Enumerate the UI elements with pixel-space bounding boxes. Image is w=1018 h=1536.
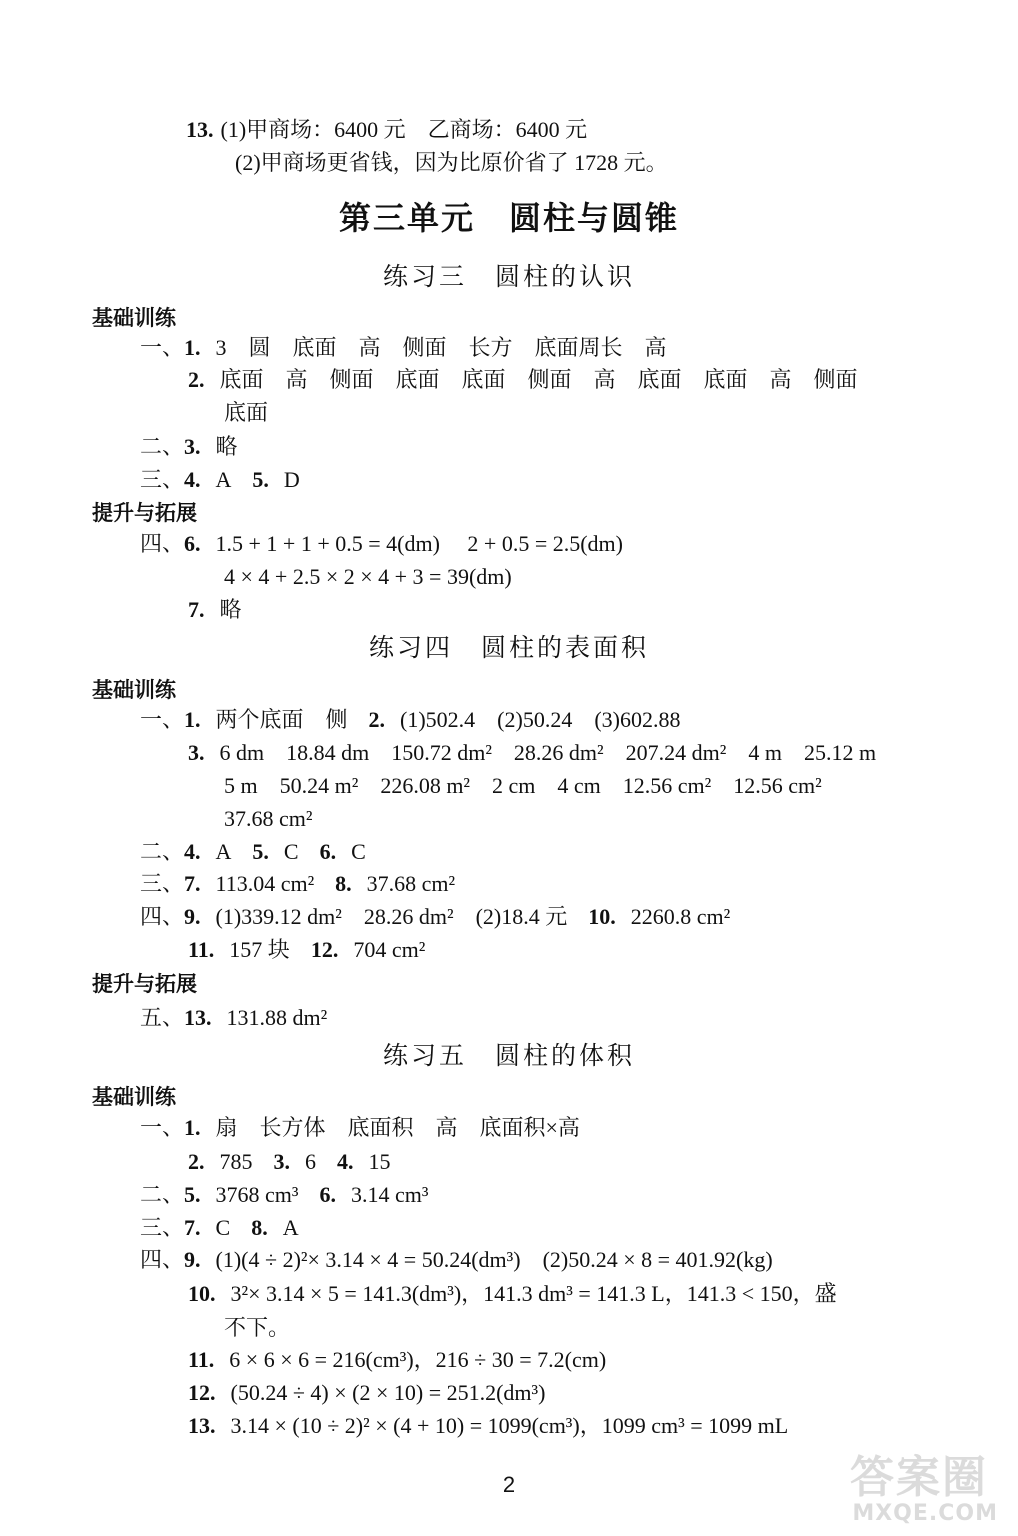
question-number: 7. bbox=[184, 1215, 201, 1240]
answer-text: 37.68 cm² bbox=[224, 806, 313, 831]
watermark-url: MXQE.COM bbox=[852, 1501, 998, 1526]
question-number: 13. bbox=[184, 1005, 212, 1030]
part-label: 一、 bbox=[140, 1115, 185, 1140]
ex5-row-2 bbox=[188, 1147, 391, 1178]
ex5-row-4 bbox=[140, 1213, 299, 1244]
answer-text: (1)(4 ÷ 2)²× 3.14 × 4 = 50.24(dm³) (2)50.24 × 8 = 401.92(kg) bbox=[215, 1247, 773, 1272]
exercise-5-title: 练习五 圆柱的体积 bbox=[382, 1041, 635, 1070]
ex5-row-8 bbox=[188, 1345, 606, 1376]
section-extension: 提升与拓展 bbox=[92, 972, 197, 996]
question-number: 5. bbox=[252, 839, 269, 864]
answer-text: 3 圆 底面 高 侧面 长方 底面周长 高 bbox=[215, 335, 667, 360]
ex3-row-4 bbox=[140, 432, 238, 463]
answer-text: 6 bbox=[305, 1149, 316, 1174]
ex4-row-6 bbox=[140, 869, 455, 900]
section-basic-training: 基础训练 bbox=[92, 1085, 176, 1109]
ex5-row-10 bbox=[188, 1411, 788, 1442]
ex3-row-5 bbox=[140, 465, 300, 496]
answer-text: 1.5 + 1 + 1 + 0.5 = 4(dm) 2 + 0.5 = 2.5(dm) bbox=[215, 531, 623, 556]
answer-text: 4 × 4 + 2.5 × 2 × 4 + 3 = 39(dm) bbox=[224, 564, 512, 589]
question-number: 7. bbox=[188, 597, 205, 622]
answer-text: 704 cm² bbox=[353, 937, 426, 962]
question-number: 12. bbox=[188, 1380, 216, 1405]
ex4-row-2 bbox=[188, 738, 876, 769]
answer-text: (1)甲商场：6400 元 乙商场：6400 元 bbox=[220, 117, 588, 142]
ex3-row-7 bbox=[224, 562, 512, 593]
answer-text: 2260.8 cm² bbox=[630, 904, 731, 929]
ex5-row-1 bbox=[140, 1113, 580, 1144]
section-extension: 提升与拓展 bbox=[92, 501, 197, 525]
answer-text: 3.14 × (10 ÷ 2)² × (4 + 10) = 1099(cm³)，1099 cm³ = 1099 mL bbox=[230, 1413, 789, 1438]
question-number: 13. bbox=[186, 117, 214, 142]
watermark bbox=[821, 1441, 1006, 1526]
answer-text: (1)502.4 (2)50.24 (3)602.88 bbox=[400, 707, 681, 732]
ex3-row-8 bbox=[188, 595, 242, 626]
question-number: 6. bbox=[184, 531, 201, 556]
answer-text: 底面 高 侧面 底面 底面 侧面 高 底面 底面 高 侧面 bbox=[219, 367, 858, 392]
answer-text: 底面 bbox=[224, 400, 269, 425]
answer-text: 不下。 bbox=[224, 1315, 291, 1340]
question-number: 5. bbox=[252, 467, 269, 492]
answer-text: 略 bbox=[219, 597, 242, 622]
answer-text: 略 bbox=[215, 434, 238, 459]
answer-text: 两个底面 侧 bbox=[215, 707, 348, 732]
question-number: 1. bbox=[184, 335, 201, 360]
part-label: 四、 bbox=[140, 531, 185, 556]
question-number: 3. bbox=[273, 1149, 290, 1174]
part-label: 二、 bbox=[140, 839, 185, 864]
question-number: 1. bbox=[184, 1115, 201, 1140]
question-number: 8. bbox=[335, 871, 352, 896]
answer-text: 37.68 cm² bbox=[366, 871, 456, 896]
part-label: 一、 bbox=[140, 707, 185, 732]
section-basic-training: 基础训练 bbox=[92, 678, 176, 702]
answer-text: C bbox=[283, 839, 299, 864]
question-number: 12. bbox=[310, 937, 339, 962]
exercise-3-title: 练习三 圆柱的认识 bbox=[382, 262, 635, 291]
part-label: 三、 bbox=[140, 1215, 185, 1240]
question-number: 9. bbox=[184, 1247, 201, 1272]
answer-text: C bbox=[215, 1215, 231, 1240]
question-number: 2. bbox=[368, 707, 386, 732]
question-number: 9. bbox=[184, 904, 201, 929]
question-number: 2. bbox=[188, 1149, 205, 1174]
part-label: 一、 bbox=[140, 335, 185, 360]
ex4-row-9 bbox=[140, 1003, 327, 1034]
question-number: 6. bbox=[319, 839, 337, 864]
ex4-row-3 bbox=[224, 771, 822, 802]
ex3-row-3 bbox=[224, 398, 268, 429]
question-number: 1. bbox=[184, 707, 201, 732]
answer-text: C bbox=[351, 839, 366, 864]
ex4-row-8 bbox=[188, 935, 425, 966]
page-number: 2 bbox=[502, 1472, 516, 1497]
question-number: 11. bbox=[188, 937, 215, 962]
ex4-row-4 bbox=[224, 804, 312, 835]
answer-text: 3²× 3.14 × 5 = 141.3(dm³)，141.3 dm³ = 141.3 L，141.3 < 150，盛 bbox=[230, 1281, 837, 1306]
ex3-row-2 bbox=[188, 365, 858, 396]
answer-13-line2 bbox=[235, 148, 668, 179]
question-number: 10. bbox=[188, 1281, 216, 1306]
ex4-row-1 bbox=[140, 705, 681, 736]
answer-text: 6 dm 18.84 dm 150.72 dm² 28.26 dm² 207.24 dm² 4 m 25.12 m bbox=[219, 740, 877, 765]
question-number: 8. bbox=[251, 1215, 268, 1240]
ex4-row-5 bbox=[140, 837, 366, 868]
ex5-row-9 bbox=[188, 1378, 545, 1409]
ex3-row-1 bbox=[140, 333, 667, 364]
answer-text: 扇 长方体 底面积 高 底面积×高 bbox=[215, 1115, 580, 1140]
part-label: 五、 bbox=[140, 1005, 185, 1030]
answer-text: 6 × 6 × 6 = 216(cm³)，216 ÷ 30 = 7.2(cm) bbox=[229, 1347, 607, 1372]
part-label: 四、 bbox=[140, 1247, 185, 1272]
question-number: 11. bbox=[188, 1347, 215, 1372]
ex5-row-6 bbox=[188, 1279, 837, 1310]
question-number: 6. bbox=[319, 1182, 336, 1207]
answer-text: 5 m 50.24 m² 226.08 m² 2 cm 4 cm 12.56 cm² 12.56 cm² bbox=[224, 773, 822, 798]
question-number: 5. bbox=[184, 1182, 201, 1207]
answer-text: 131.88 dm² bbox=[226, 1005, 328, 1030]
answer-text: 113.04 cm² bbox=[215, 871, 315, 896]
part-label: 三、 bbox=[140, 871, 185, 896]
part-label: 四、 bbox=[140, 904, 185, 929]
answer-text: 15 bbox=[368, 1149, 391, 1174]
answer-text: 3.14 cm³ bbox=[351, 1182, 429, 1207]
unit-title: 第三单元 圆柱与圆锥 bbox=[338, 199, 679, 237]
answer-text: (50.24 ÷ 4) × (2 × 10) = 251.2(dm³) bbox=[230, 1380, 546, 1405]
part-label: 二、 bbox=[140, 434, 185, 459]
answer-text: D bbox=[283, 467, 300, 492]
question-number: 2. bbox=[188, 367, 205, 392]
answer-text: 157 块 bbox=[229, 937, 290, 962]
question-number: 4. bbox=[184, 467, 201, 492]
section-basic-training: 基础训练 bbox=[92, 306, 176, 330]
watermark-logo: 答案圈 bbox=[850, 1452, 988, 1503]
question-number: 4. bbox=[337, 1149, 354, 1174]
question-number: 3. bbox=[184, 434, 201, 459]
answer-text: A bbox=[282, 1215, 299, 1240]
ex5-row-5 bbox=[140, 1245, 773, 1276]
answer-13-line1 bbox=[186, 115, 587, 146]
ex3-row-6 bbox=[140, 529, 623, 560]
question-number: 3. bbox=[188, 740, 205, 765]
answer-text: 785 bbox=[219, 1149, 253, 1174]
part-label: 二、 bbox=[140, 1182, 185, 1207]
ex4-row-7 bbox=[140, 902, 730, 933]
answer-text: A bbox=[215, 839, 232, 864]
question-number: 13. bbox=[188, 1413, 216, 1438]
ex5-row-7 bbox=[224, 1313, 290, 1344]
exercise-4-title: 练习四 圆柱的表面积 bbox=[368, 633, 649, 662]
answer-text: A bbox=[215, 467, 232, 492]
ex5-row-3 bbox=[140, 1180, 428, 1211]
question-number: 4. bbox=[184, 839, 201, 864]
question-number: 10. bbox=[588, 904, 616, 929]
question-number: 7. bbox=[184, 871, 201, 896]
answer-text: 3768 cm³ bbox=[215, 1182, 299, 1207]
answer-text: (1)339.12 dm² 28.26 dm² (2)18.4 元 bbox=[215, 904, 568, 929]
part-label: 三、 bbox=[140, 467, 185, 492]
answer-text: (2)甲商场更省钱，因为比原价省了 1728 元。 bbox=[235, 150, 668, 175]
